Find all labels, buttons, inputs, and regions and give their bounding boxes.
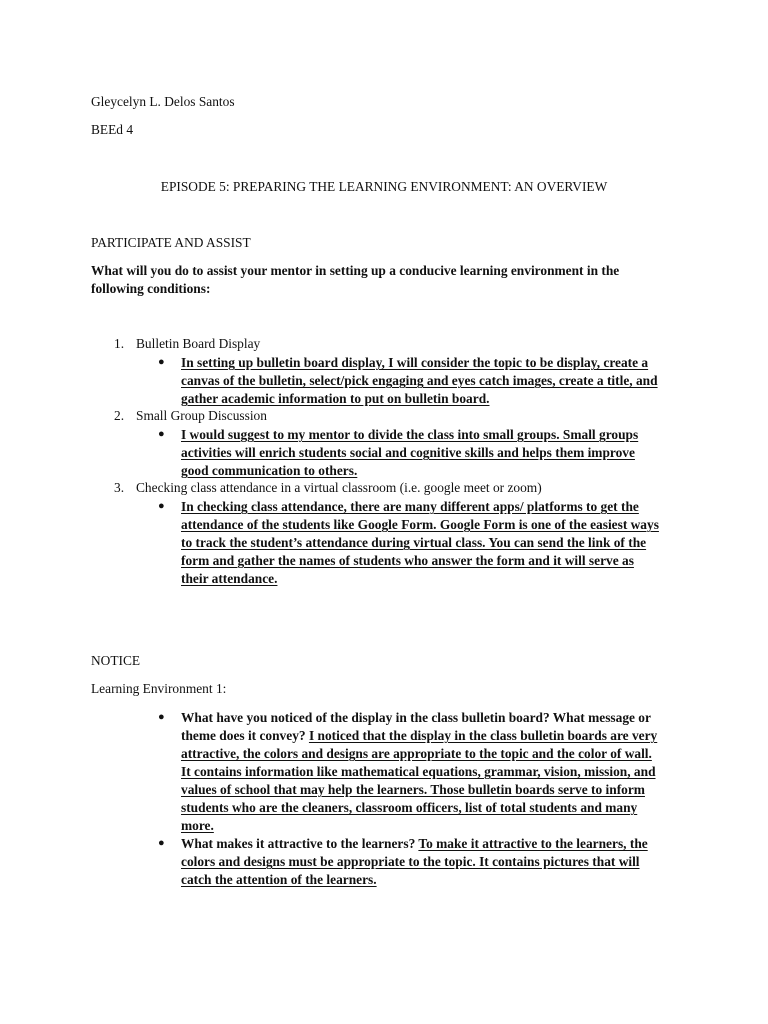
subheading-learning-environment: Learning Environment 1: — [91, 681, 227, 696]
question-text: What makes it attractive to the learners? — [181, 836, 419, 851]
question-line: What will you do to assist your mentor in setting up a conducive learning environment in the — [91, 263, 620, 278]
question-text: theme does it convey? — [181, 728, 309, 743]
list-number: 1. — [114, 336, 125, 351]
answer-text: students who are the cleaners, classroom officers, list of total students and many — [181, 800, 638, 815]
notice-line — [181, 727, 657, 744]
notice-line — [181, 871, 377, 888]
answer-line: In checking class attendance, there are many different apps/ platforms to get the — [181, 499, 639, 514]
answer-line: canvas of the bulletin, select/pick engaging and eyes catch images, create a title, and — [181, 373, 658, 388]
bullet-icon: ● — [158, 500, 165, 512]
document-title: EPISODE 5: PREPARING THE LEARNING ENVIRONMENT: AN OVERVIEW — [160, 179, 608, 194]
section-heading-participate: PARTICIPATE AND ASSIST — [91, 235, 251, 250]
notice-line — [181, 709, 651, 726]
notice-line — [181, 781, 645, 798]
list-number: 3. — [114, 480, 125, 495]
answer-text: I noticed that the display in the class bulletin boards are very — [308, 728, 658, 743]
question-line: following conditions: — [91, 281, 211, 296]
answer-line: gather academic information to put on bulletin board. — [181, 391, 490, 406]
notice-line — [181, 799, 637, 816]
notice-line — [181, 763, 656, 780]
answer-line: form and gather the names of students who answer the form and it will serve as — [181, 553, 634, 568]
answer-text: more. — [181, 818, 214, 833]
answer-line: attendance of the students like Google Form. Google Form is one of the easiest ways — [181, 517, 659, 532]
bullet-icon: ● — [158, 837, 165, 849]
notice-line — [181, 745, 652, 762]
question-text: What have you noticed of the display in the class bulletin board? What message or — [181, 710, 651, 725]
answer-text: attractive, the colors and designs are appropriate to the topic and the color of wall. — [181, 746, 652, 761]
section-heading-notice: NOTICE — [91, 653, 141, 668]
list-number: 2. — [114, 408, 125, 423]
answer-text: catch the attention of the learners. — [181, 872, 377, 887]
list-item-label: Checking class attendance in a virtual classroom (i.e. google meet or zoom) — [136, 480, 542, 495]
bullet-icon: ● — [158, 711, 165, 723]
answer-text: colors and designs must be appropriate to the topic. It contains pictures that will — [181, 854, 640, 869]
list-item-label: Bulletin Board Display — [136, 336, 261, 351]
answer-text: values of school that may help the learners. Those bulletin boards serve to inform — [181, 782, 645, 797]
answer-text: It contains information like mathematical equations, grammar, vision, mission, and — [181, 764, 656, 779]
notice-line — [181, 853, 640, 870]
notice-line — [181, 835, 648, 852]
notice-line — [181, 817, 214, 834]
answer-line: In setting up bulletin board display, I will consider the topic to be display, create a — [181, 355, 649, 370]
course-label: BEEd 4 — [91, 122, 134, 137]
bullet-icon: ● — [158, 356, 165, 368]
list-item-label: Small Group Discussion — [136, 408, 267, 423]
answer-line: to track the student’s attendance during virtual class. You can send the link of the — [181, 535, 647, 550]
answer-line: their attendance. — [181, 571, 278, 586]
author-name: Gleycelyn L. Delos Santos — [91, 94, 235, 109]
answer-line: good communication to others. — [181, 463, 358, 478]
answer-line: I would suggest to my mentor to divide the class into small groups. Small groups — [181, 427, 639, 442]
answer-text: To make it attractive to the learners, the — [418, 836, 648, 851]
answer-line: activities will enrich students social and cognitive skills and helps them improve — [181, 445, 635, 460]
bullet-icon: ● — [158, 428, 165, 440]
